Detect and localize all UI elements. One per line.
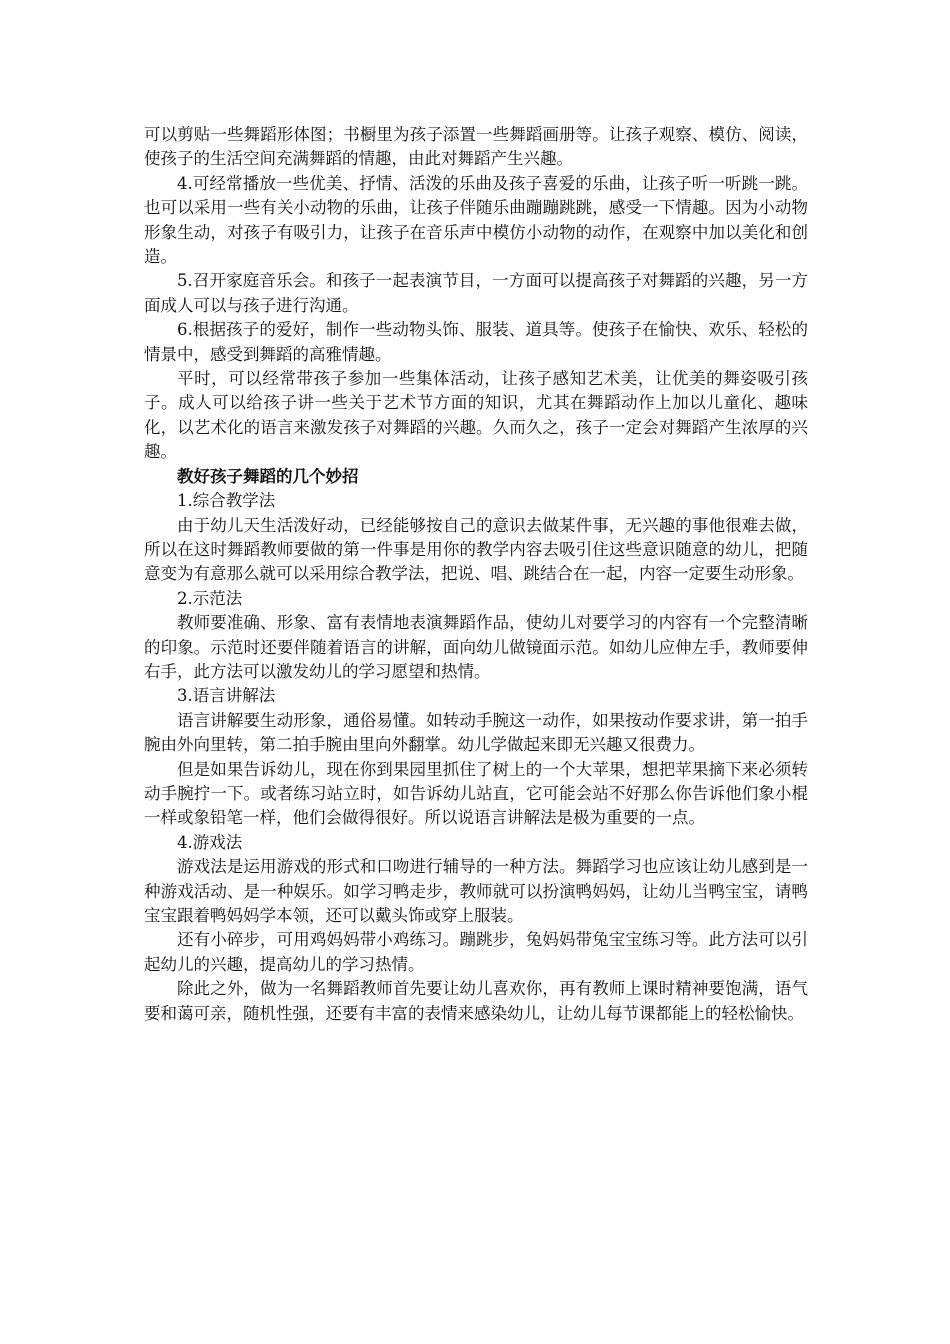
paragraph: 游戏法是运用游戏的形式和口吻进行辅导的一种方法。舞蹈学习也应该让幼儿感到是一种游戏活动、是一种娱乐。如学习鸭走步，教师就可以扮演鸭妈妈，让幼儿当鸭宝宝，请鸭宝宝跟着鸭妈妈学本领，还可以戴头饰或穿上服装。 bbox=[144, 857, 808, 925]
subheading: 2.示范法 bbox=[177, 588, 243, 608]
section-heading: 教好孩子舞蹈的几个妙招 bbox=[177, 466, 359, 486]
paragraph: 由于幼儿天生活泼好动，已经能够按自己的意识去做某件事，无兴趣的事他很难去做，所以在这时舞蹈教师要做的第一件事是用你的教学内容去吸引住这些意识随意的幼儿，把随意变为有意那么就可以采用综合教学法，把说、唱、跳结合在一起，内容一定要生动形象。 bbox=[144, 515, 808, 584]
document-body bbox=[144, 123, 808, 1026]
subheading: 4.游戏法 bbox=[177, 832, 243, 852]
paragraph: 但是如果告诉幼儿，现在你到果园里抓住了树上的一个大苹果，想把苹果摘下来必须转动手腕拧一下。或者练习站立时，如告诉幼儿站直，它可能会站不好那么你告诉他们象小棍一样或象铅笔一样，他们会做得很好。所以说语言讲解法是极为重要的一点。 bbox=[144, 759, 808, 828]
paragraph: 可以剪贴一些舞蹈形体图；书橱里为孩子添置一些舞蹈画册等。让孩子观察、模仿、阅读，使孩子的生活空间充满舞蹈的情趣，由此对舞蹈产生兴趣。 bbox=[144, 125, 808, 169]
paragraph: 5.召开家庭音乐会。和孩子一起表演节目，一方面可以提高孩子对舞蹈的兴趣，另一方面成人可以与孩子进行沟通。 bbox=[144, 271, 808, 315]
paragraph: 平时，可以经常带孩子参加一些集体活动，让孩子感知艺术美，让优美的舞姿吸引孩子。成人可以给孩子讲一些关于艺术节方面的知识，尤其在舞蹈动作上加以儿童化、趣味化，以艺术化的语言来激发孩子对舞蹈的兴趣。久而久之，孩子一定会对舞蹈产生浓厚的兴趣。 bbox=[144, 369, 808, 462]
paragraph: 除此之外，做为一名舞蹈教师首先要让幼儿喜欢你，再有教师上课时精神要饱满，语气要和蔼可亲，随机性强，还要有丰富的表情来感染幼儿，让幼儿每节课都能上的轻松愉快。 bbox=[144, 979, 808, 1023]
paragraph: 还有小碎步，可用鸡妈妈带小鸡练习。蹦跳步，兔妈妈带兔宝宝练习等。此方法可以引起幼儿的兴趣，提高幼儿的学习热情。 bbox=[144, 930, 808, 974]
paragraph: 4.可经常播放一些优美、抒情、活泼的乐曲及孩子喜爱的乐曲，让孩子听一听跳一跳。也可以采用一些有关小动物的乐曲，让孩子伴随乐曲蹦蹦跳跳，感受一下情趣。因为小动物形象生动，对孩子有吸引力，让孩子在音乐声中模仿小动物的动作，在观察中加以美化和创造。 bbox=[144, 173, 808, 267]
subheading: 3.语言讲解法 bbox=[177, 686, 276, 706]
paragraph: 语言讲解要生动形象，通俗易懂。如转动手腕这一动作，如果按动作要求讲，第一拍手腕由外向里转，第二拍手腕由里向外翻掌。幼儿学做起来即无兴趣又很费力。 bbox=[144, 710, 808, 755]
subheading: 1.综合教学法 bbox=[177, 491, 276, 511]
paragraph: 教师要准确、形象、富有表情地表演舞蹈作品，使幼儿对要学习的内容有一个完整清晰的印象。示范时还要伴随着语言的讲解，面向幼儿做镜面示范。如幼儿应伸左手，教师要伸右手，此方法可以激发幼儿的学习愿望和热情。 bbox=[144, 613, 808, 681]
paragraph: 6.根据孩子的爱好，制作一些动物头饰、服装、道具等。使孩子在愉快、欢乐、轻松的情景中，感受到舞蹈的高雅情趣。 bbox=[144, 320, 808, 364]
